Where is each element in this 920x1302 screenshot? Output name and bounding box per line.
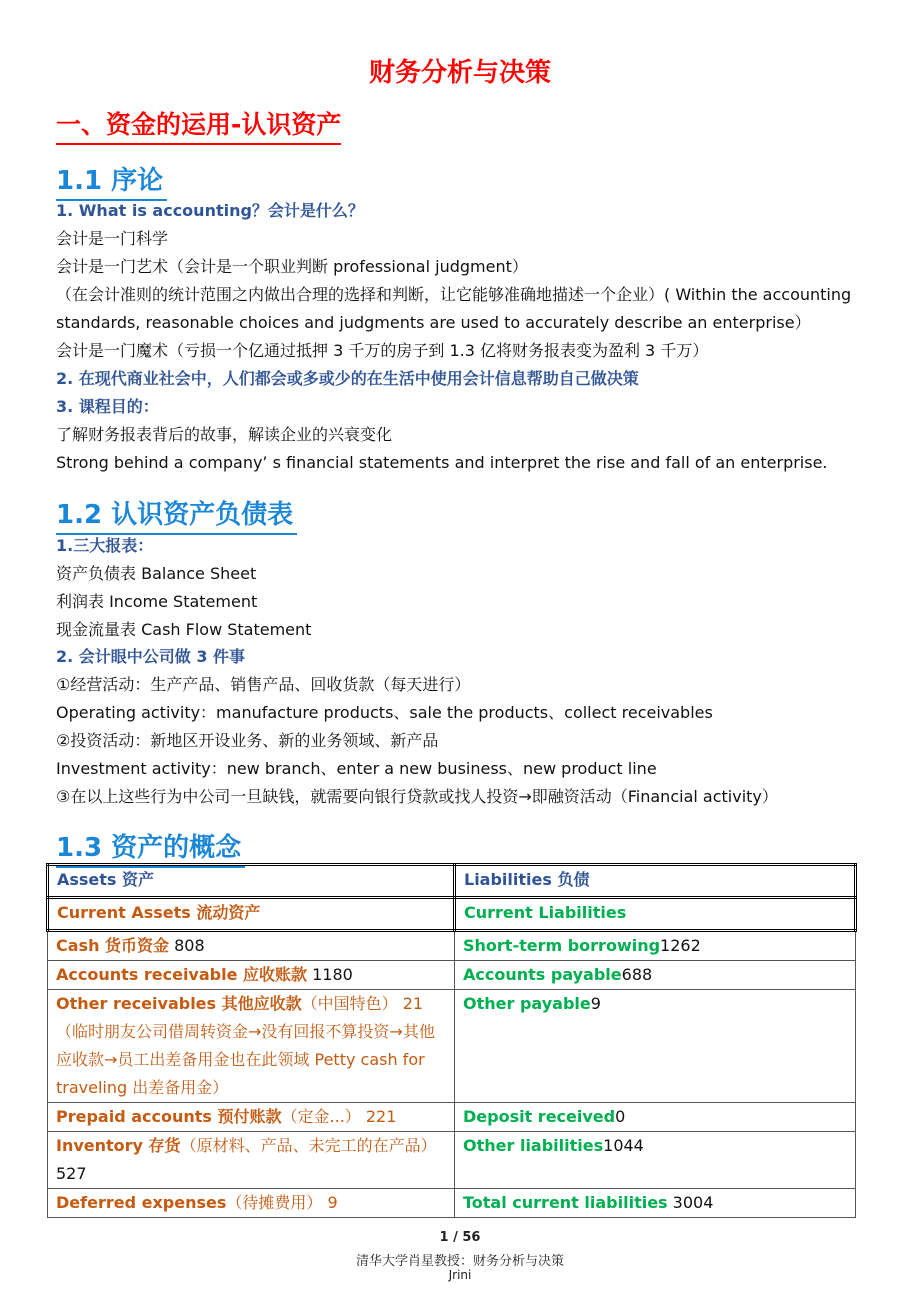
section-heading-1-3: 1.3 资产的概念	[56, 830, 245, 868]
section-heading-1-2: 1.2 认识资产负债表	[56, 497, 297, 535]
header-liabilities: Liabilities 负债	[455, 865, 856, 898]
s12-line-2: 利润表 Income Statement	[56, 592, 258, 611]
footer-author: Jrini	[448, 1268, 472, 1282]
asset-cell: Other receivables 其他应收款（中国特色） 21 （临时朋友公司借周转资金→没有回报不算投资→其他应收款→员工出差备用金也在此领域 Petty cash for traveling 出差备用金）	[48, 990, 455, 1103]
liability-cell: Short-term borrowing1262	[455, 931, 856, 961]
s12-line-3: 现金流量表 Cash Flow Statement	[56, 620, 312, 639]
section-heading-1-1: 1.1 序论	[56, 163, 167, 201]
s11-question-3: 3. 课程目的：	[56, 397, 159, 416]
s12-question-2: 2. 会计眼中公司做 3 件事	[56, 647, 246, 666]
s11-line-3: （在会计准则的统计范围之内做出合理的选择和判断，让它能够准确地描述一个企业）( Within the accounting standards, reasonable choices and judgments are used to accurately describe an enterprise）	[56, 285, 852, 332]
liability-cell: Other payable9	[455, 990, 856, 1103]
asset-note: （临时朋友公司借周转资金→没有回报不算投资→其他应收款→员工出差备用金也在此领域 Petty cash for traveling 出差备用金）	[56, 1022, 435, 1097]
s11-line-1: 会计是一门科学	[56, 229, 169, 248]
table-row	[48, 1189, 856, 1218]
asset-cell: Deferred expenses（待摊费用） 9	[48, 1189, 455, 1218]
s11-line-6: Strong behind a company’ s financial statements and interpret the rise and fall of an enterprise.	[56, 453, 828, 472]
s11-line-4: 会计是一门魔术（亏损一个亿通过抵押 3 千万的房子到 1.3 亿将财务报表变为盈利 3 千万）	[56, 341, 709, 360]
asset-cell: Prepaid accounts 预付账款（定金...） 221	[48, 1103, 455, 1132]
table-row	[48, 1132, 856, 1189]
page-number: 1 / 56	[439, 1230, 481, 1245]
liability-cell: Other liabilities1044	[455, 1132, 856, 1189]
s12-line-1: 资产负债表 Balance Sheet	[56, 564, 257, 583]
chapter-heading: 一、资金的运用-认识资产	[56, 108, 341, 145]
table-row	[48, 1103, 856, 1132]
s12-question-1: 1.三大报表：	[56, 536, 154, 555]
table-subheader-row	[48, 898, 856, 931]
header-assets: Assets 资产	[48, 865, 455, 898]
s11-question-2: 2. 在现代商业社会中，人们都会或多或少的在生活中使用会计信息帮助自己做决策	[56, 369, 639, 388]
table-row	[48, 990, 856, 1103]
subheader-current-liabilities: Current Liabilities	[455, 898, 856, 931]
asset-cell: Cash 货币资金 808	[48, 931, 455, 961]
document-title: 财务分析与决策	[368, 58, 551, 88]
s11-line-2: 会计是一门艺术（会计是一个职业判断 professional judgment）	[56, 257, 528, 276]
table-header-row	[48, 865, 856, 898]
liability-cell: Accounts payable688	[455, 961, 856, 990]
liability-cell: Deposit received0	[455, 1103, 856, 1132]
asset-cell: Inventory 存货（原材料、产品、未完工的在产品） 527	[48, 1132, 455, 1189]
s12-line-6: ②投资活动：新地区开设业务、新的业务领域、新产品	[56, 731, 439, 750]
table-row	[48, 931, 856, 961]
asset-cell: Accounts receivable 应收账款 1180	[48, 961, 455, 990]
s12-line-5: Operating activity：manufacture products、sale the products、collect receivables	[56, 703, 713, 722]
s11-question-1: 1. What is accounting？会计是什么？	[56, 201, 364, 220]
s11-line-5: 了解财务报表背后的故事，解读企业的兴衰变化	[56, 425, 393, 444]
s12-line-4: ①经营活动：生产产品、销售产品、回收货款（每天进行）	[56, 675, 471, 694]
footer-course-line: 清华大学肖星教授：财务分析与决策	[355, 1254, 564, 1269]
s12-line-7: Investment activity：new branch、enter a new business、new product line	[56, 759, 657, 778]
subheader-current-assets: Current Assets 流动资产	[48, 898, 455, 931]
table-row	[48, 961, 856, 990]
s12-line-8: ③在以上这些行为中公司一旦缺钱，就需要向银行贷款或找人投资→即融资活动（Financial activity）	[56, 787, 778, 806]
balance-sheet-table	[46, 863, 857, 1218]
liability-cell: Total current liabilities 3004	[455, 1189, 856, 1218]
